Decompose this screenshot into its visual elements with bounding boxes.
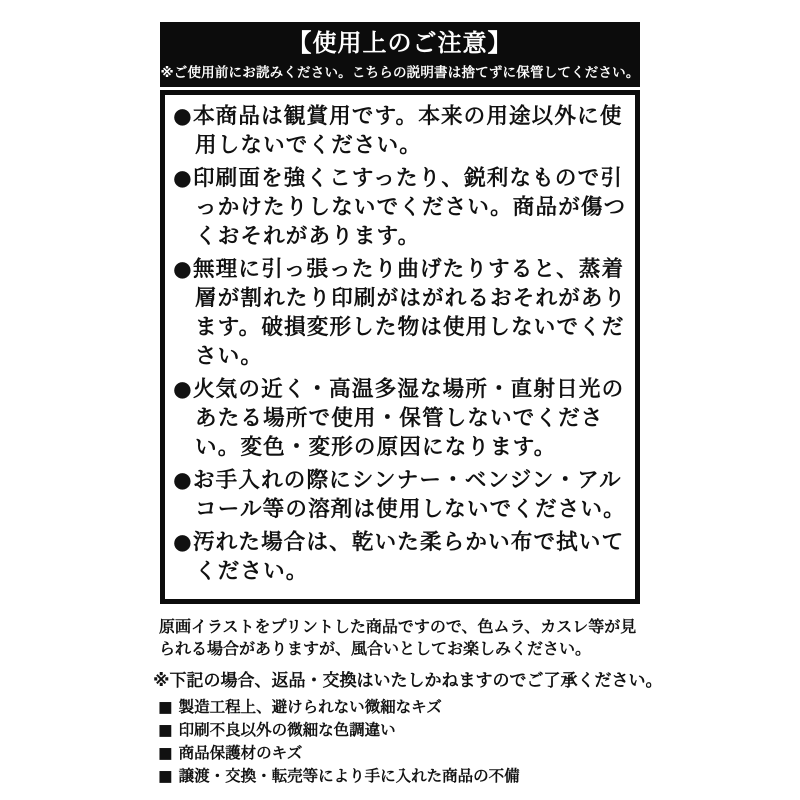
circle-bullet-icon: ● [173,166,193,191]
return-item [153,719,673,742]
circle-bullet-icon: ● [173,104,193,129]
precaution-item [173,528,635,586]
precaution-text: 火気の近く・高温多湿な場所・直射日光のあたる場所で使用・保管しないでください。変色・変形の原因になります。 [192,377,625,460]
return-item [153,765,673,788]
precaution-item [173,375,635,462]
notice-subtitle: ※ご使用前にお読みください。こちらの説明書は捨てずに保管してください。 [160,65,640,81]
precautions-box [160,90,640,604]
circle-bullet-icon: ● [173,257,193,282]
precaution-text: 本商品は観賞用です。本来の用途以外に使用しないでください。 [192,104,623,158]
return-item [153,696,673,719]
return-item-text: 製造工程上、避けられない微細なキズ [178,698,442,716]
circle-bullet-icon: ● [173,377,193,402]
square-bullet-icon: ■ [158,721,173,739]
precaution-text: 汚れた場合は、乾いた柔らかい布で拭いてください。 [192,530,625,584]
precaution-item [173,164,635,251]
notice-header [160,22,640,87]
return-item-text: 商品保護材のキズ [178,744,303,762]
returns-section [153,671,673,788]
precaution-item [173,255,635,371]
return-item-text: 印刷不良以外の微細な色調違い [178,721,396,739]
square-bullet-icon: ■ [158,698,173,716]
circle-bullet-icon: ● [173,530,193,555]
precaution-text: お手入れの際にシンナー・ベンジン・アルコール等の溶剤は使用しないでください。 [192,468,626,522]
square-bullet-icon: ■ [158,767,173,785]
precaution-item [173,102,635,160]
returns-heading: ※下記の場合、返品・交換はいたしかねますのでご了承ください。 [153,671,663,691]
square-bullet-icon: ■ [158,744,173,762]
return-item-text: 譲渡・交換・転売等により手に入れた商品の不備 [178,767,520,785]
precaution-item [173,466,635,524]
print-note: 原画イラストをプリントした商品ですので、色ムラ、カスレ等が見られる場合がありますが、風合いとしてお楽しみください。 [159,617,637,658]
circle-bullet-icon: ● [173,468,193,493]
precaution-text: 印刷面を強くこすったり、鋭利なもので引っかけたりしないでください。商品が傷つくおそれがあります。 [192,166,627,249]
precaution-text: 無理に引っ張ったり曲げたりすると、蒸着層が割れたり印刷がはがれるおそれがあります。破損変形した物は使用しないでください。 [192,257,627,369]
notice-title: 【使用上のご注意】 [287,29,513,57]
return-item [153,742,673,765]
